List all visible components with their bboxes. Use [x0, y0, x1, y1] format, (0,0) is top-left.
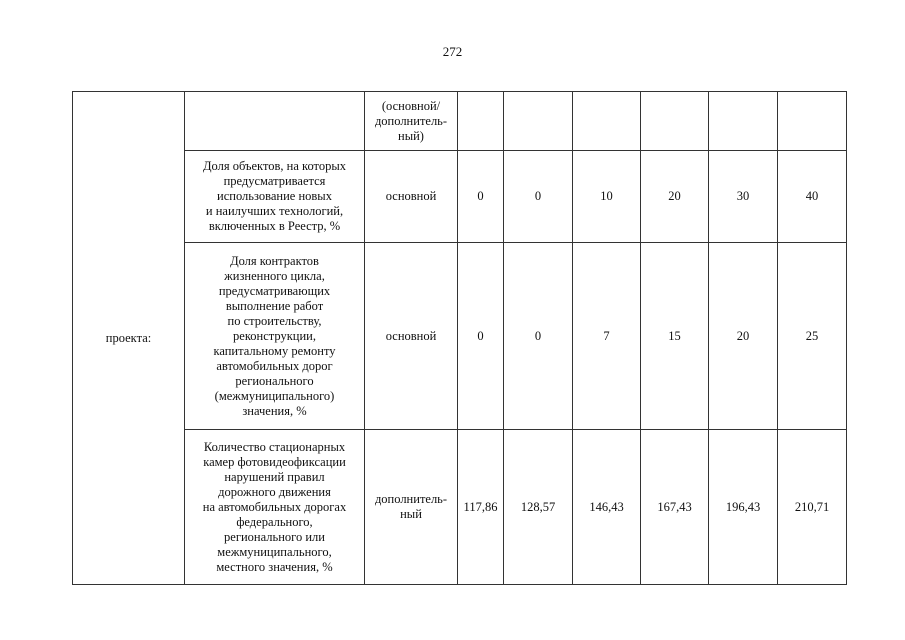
indicator-cell: [185, 243, 365, 430]
type-text: основной: [385, 189, 437, 203]
value-cell: 20: [709, 243, 778, 430]
value-cell: 25: [778, 243, 847, 430]
indicator-cell: [185, 151, 365, 243]
table-row: [73, 243, 847, 430]
value-cell: 40: [778, 151, 847, 243]
value-cell: 30: [709, 151, 778, 243]
table-row: [73, 430, 847, 585]
value-cell: 0: [504, 243, 573, 430]
type-cell: [365, 430, 458, 585]
page-number: 272: [442, 44, 463, 59]
indicator-text: Количество стационарных камер фотовидеофиксации нарушений правил дорожного движения на автомобильных дорогах федерального, регионального или межмуниципального, местного значения, %: [202, 439, 347, 574]
section-label: проекта:: [105, 330, 152, 345]
value-cell: 15: [641, 243, 709, 430]
value-cell: [458, 92, 504, 151]
value-cell: 0: [504, 151, 573, 243]
type-cell: [365, 92, 458, 151]
value-cell: [778, 92, 847, 151]
value-cell: 7: [573, 243, 641, 430]
value-cell: [641, 92, 709, 151]
value-cell: [573, 92, 641, 151]
type-text: дополнитель- ный: [374, 492, 448, 521]
indicator-text: Доля объектов, на которых предусматривается использование новых и наилучших технологий, включенных в Реестр, %: [203, 159, 346, 233]
value-cell: 20: [641, 151, 709, 243]
value-cell: 117,86: [458, 430, 504, 585]
value-cell: 210,71: [778, 430, 847, 585]
section-label-cell: [73, 92, 185, 585]
value-cell: 0: [458, 151, 504, 243]
indicator-cell: [185, 430, 365, 585]
value-cell: 167,43: [641, 430, 709, 585]
value-cell: 10: [573, 151, 641, 243]
value-cell: 128,57: [504, 430, 573, 585]
type-cell: [365, 243, 458, 430]
indicators-table: [72, 91, 847, 585]
value-cell: 146,43: [573, 430, 641, 585]
type-text: (основной/ дополнитель- ный): [374, 98, 448, 143]
value-cell: [709, 92, 778, 151]
table-row: [73, 151, 847, 243]
type-cell: [365, 151, 458, 243]
type-text: основной: [385, 328, 437, 343]
table-header-row: [73, 92, 847, 151]
value-cell: [504, 92, 573, 151]
value-cell: 0: [458, 243, 504, 430]
value-cell: 196,43: [709, 430, 778, 585]
indicator-text: Доля контрактов жизненного цикла, предусматривающих выполнение работ по строительству, реконструкции, капитальному ремонту автомобильных дорог регионального (межмуниципального) значения, %: [213, 253, 336, 418]
indicator-cell: [185, 92, 365, 151]
